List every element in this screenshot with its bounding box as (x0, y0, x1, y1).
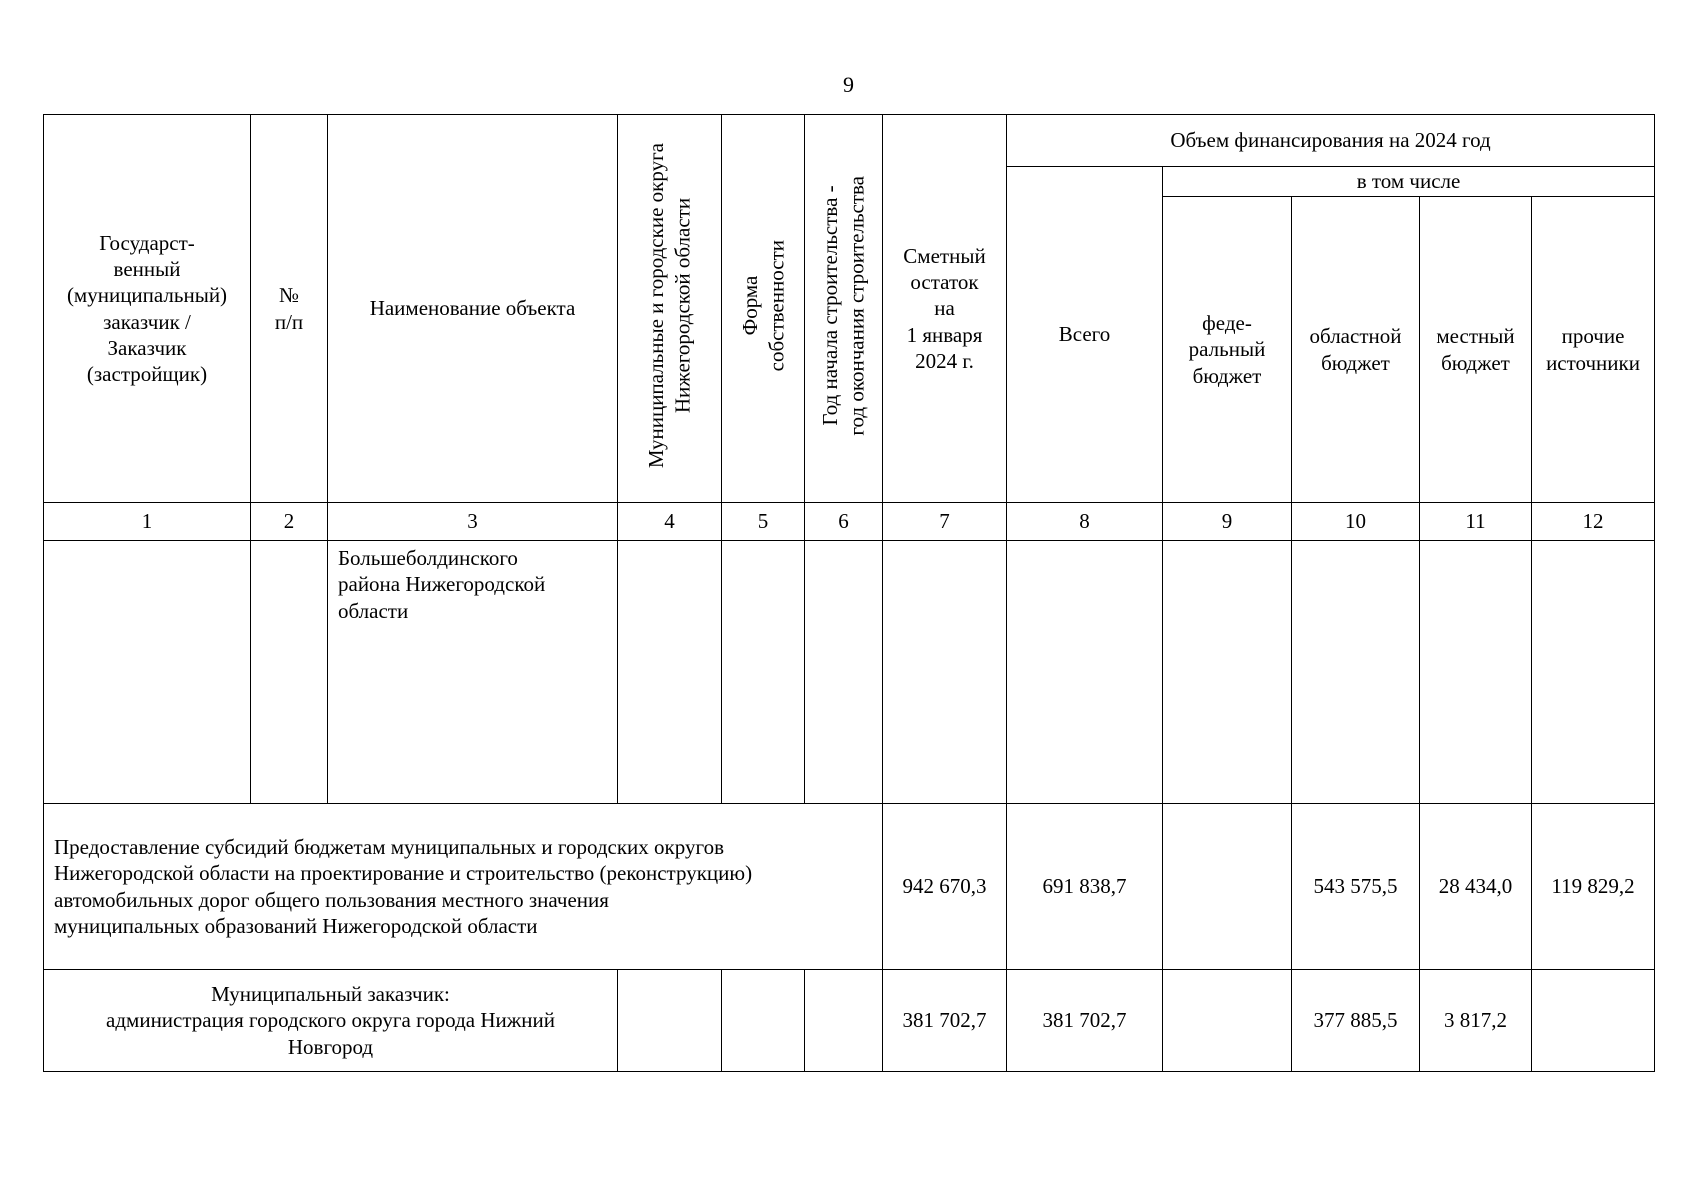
table-row-continued-object (44, 541, 1655, 804)
cell-estimated-balance: 942 670,3 (883, 804, 1007, 970)
header-object-name: Наименование объекта (328, 115, 618, 503)
page-number: 9 (843, 72, 854, 97)
cell-total (1007, 541, 1163, 804)
column-number: 3 (328, 503, 618, 541)
cell-regional: 543 575,5 (1292, 804, 1420, 970)
cell-other (1532, 970, 1655, 1072)
cell-estimated-balance (883, 541, 1007, 804)
table-row-municipal-customer (44, 970, 1655, 1072)
column-number: 5 (722, 503, 805, 541)
column-number: 10 (1292, 503, 1420, 541)
cell-municipal-customer: Муниципальный заказчик: администрация городского округа города Нижний Новгород (44, 970, 618, 1072)
header-total: Всего (1007, 167, 1163, 503)
header-construction-years (805, 115, 883, 503)
cell-ownership (722, 970, 805, 1072)
header-row-1 (44, 115, 1655, 167)
cell-construction-years (805, 970, 883, 1072)
cell-total: 691 838,7 (1007, 804, 1163, 970)
header-customer: Государст- венный (муниципальный) заказчик / Заказчик (застройщик) (44, 115, 251, 503)
column-number: 6 (805, 503, 883, 541)
cell-subsidy-description: Предоставление субсидий бюджетам муниципальных и городских округов Нижегородской области на проектирование и строительство (реконструкцию) автомобильных дорог общего пользования местного значения муниципальных образований Нижегородской области (44, 804, 883, 970)
header-construction-years-text: Год начала строительства - год окончания строительства (818, 175, 869, 436)
cell-ownership (722, 541, 805, 804)
column-number: 7 (883, 503, 1007, 541)
column-number: 12 (1532, 503, 1655, 541)
header-funding-group: Объем финансирования на 2024 год (1007, 115, 1655, 167)
cell-federal (1163, 541, 1292, 804)
cell-local: 28 434,0 (1420, 804, 1532, 970)
cell-local: 3 817,2 (1420, 970, 1532, 1072)
cell-customer (44, 541, 251, 804)
column-number: 2 (251, 503, 328, 541)
cell-other (1532, 541, 1655, 804)
column-number: 1 (44, 503, 251, 541)
cell-federal (1163, 970, 1292, 1072)
cell-municipality (618, 970, 722, 1072)
header-ownership-text: Форма собственности (737, 239, 788, 372)
cell-regional (1292, 541, 1420, 804)
header-including: в том числе (1163, 167, 1655, 197)
cell-construction-years (805, 541, 883, 804)
financing-table (43, 114, 1655, 1072)
cell-number (251, 541, 328, 804)
column-number: 11 (1420, 503, 1532, 541)
header-local-budget: местный бюджет (1420, 197, 1532, 503)
cell-object-name: Большеболдинского района Нижегородской области (328, 541, 618, 804)
header-number: № п/п (251, 115, 328, 503)
column-number: 8 (1007, 503, 1163, 541)
column-number-row (44, 503, 1655, 541)
header-municipalities (618, 115, 722, 503)
column-number: 4 (618, 503, 722, 541)
cell-regional: 377 885,5 (1292, 970, 1420, 1072)
cell-municipality (618, 541, 722, 804)
cell-federal (1163, 804, 1292, 970)
table-row-subsidy-total (44, 804, 1655, 970)
header-regional-budget: областной бюджет (1292, 197, 1420, 503)
header-estimated-balance: Сметный остаток на 1 января 2024 г. (883, 115, 1007, 503)
header-other-sources: прочие источники (1532, 197, 1655, 503)
cell-other: 119 829,2 (1532, 804, 1655, 970)
column-number: 9 (1163, 503, 1292, 541)
cell-estimated-balance: 381 702,7 (883, 970, 1007, 1072)
header-ownership (722, 115, 805, 503)
header-municipalities-text: Муниципальные и городские округа Нижегородской области (644, 142, 695, 468)
cell-local (1420, 541, 1532, 804)
header-federal-budget: феде- ральный бюджет (1163, 197, 1292, 503)
cell-total: 381 702,7 (1007, 970, 1163, 1072)
